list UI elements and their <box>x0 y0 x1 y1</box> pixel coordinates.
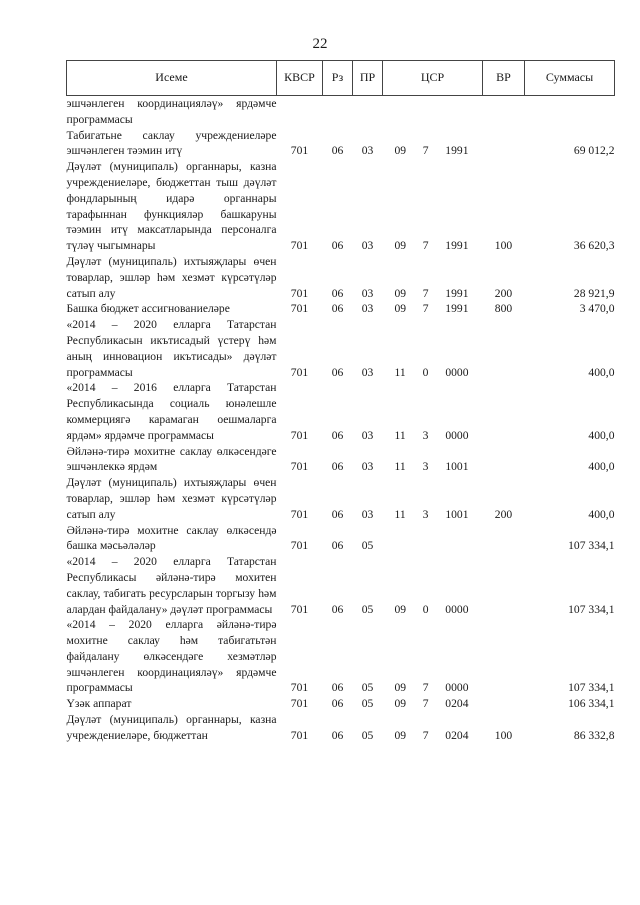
csr-code <box>383 365 483 381</box>
row-vr <box>483 96 525 128</box>
page-number: 22 <box>312 36 328 52</box>
row-kvsr: 701 <box>290 286 309 300</box>
row-vr <box>483 523 525 555</box>
row-sum <box>525 96 615 128</box>
row-rz: 06 <box>331 539 344 553</box>
row-csr <box>383 96 483 128</box>
row-kvsr: 701 <box>290 697 309 711</box>
row-pr: 03 <box>361 144 374 158</box>
row-sum: 36 620,3 <box>573 239 615 253</box>
table-row <box>67 523 615 555</box>
row-name: «2014 – 2020 елларга Татарстан Республикасы әйләнә-тирә мохитен саклау, табигать ресурсларын торгызу һәм алардан файдалану» дәүләт программасы <box>66 555 277 616</box>
row-kvsr: 701 <box>290 144 309 158</box>
csr-program: 11 <box>394 428 406 442</box>
csr-subprogram: 0 <box>422 602 429 616</box>
row-sum: 107 334,1 <box>568 602 615 616</box>
csr-subprogram: 7 <box>422 697 429 711</box>
row-vr: 100 <box>494 239 513 253</box>
csr-direction: 1991 <box>445 302 469 316</box>
csr-program: 09 <box>394 302 407 316</box>
csr-direction: 0204 <box>445 697 469 711</box>
row-sum: 400,0 <box>588 428 615 442</box>
csr-subprogram: 3 <box>422 507 429 521</box>
row-csr <box>383 380 483 443</box>
table-row <box>67 617 615 696</box>
row-csr <box>383 128 483 160</box>
row-csr <box>383 696 483 712</box>
row-pr: 03 <box>361 365 374 379</box>
row-csr <box>383 523 483 555</box>
row-name: Дәүләт (муниципаль) органнары, казна учреждениеләре, бюджеттан <box>66 713 277 742</box>
row-sum: 400,0 <box>588 507 615 521</box>
row-csr <box>383 159 483 254</box>
row-kvsr: 701 <box>290 602 309 616</box>
row-csr <box>383 554 483 617</box>
row-csr <box>383 254 483 301</box>
table-row <box>67 444 615 476</box>
csr-program: 09 <box>394 144 407 158</box>
row-pr: 05 <box>361 602 374 616</box>
csr-program: 11 <box>394 507 406 521</box>
table-body <box>67 96 615 744</box>
csr-subprogram: 7 <box>422 144 429 158</box>
csr-subprogram: 7 <box>422 681 429 695</box>
table-row <box>67 554 615 617</box>
row-kvsr: 701 <box>290 728 309 742</box>
table-row <box>67 128 615 160</box>
row-rz: 06 <box>331 602 344 616</box>
row-pr: 03 <box>361 460 374 474</box>
row-rz: 06 <box>331 507 344 521</box>
row-csr <box>383 712 483 744</box>
row-sum: 28 921,9 <box>573 286 615 300</box>
table-row <box>67 96 615 128</box>
row-rz: 06 <box>331 302 344 316</box>
csr-subprogram: 3 <box>422 428 429 442</box>
budget-table <box>66 60 615 744</box>
csr-code <box>383 728 483 744</box>
row-kvsr: 701 <box>290 681 309 695</box>
row-name: эшчәнлеген координацияләү» ярдәмче программасы <box>66 97 277 126</box>
header-csr: ЦСР <box>383 61 483 96</box>
row-name: Дәүләт (муниципаль) ихтыяҗлары өчен товарлар, эшләр һәм хезмәт күрсәтүләр сатып алу <box>66 254 277 300</box>
row-vr: 800 <box>494 302 513 316</box>
csr-code <box>383 301 483 317</box>
csr-code <box>383 507 483 523</box>
row-vr <box>483 554 525 617</box>
row-name: «2014 – 2020 елларга әйләнә-тирә мохитне саклау һәм табигатьтән файдалану өлкәсендәге хезмәтләр эшчәнлеген координацияләү» ярдәмче программасы <box>66 618 277 695</box>
table-row <box>67 301 615 317</box>
csr-code <box>383 696 483 712</box>
row-rz: 06 <box>331 239 344 253</box>
csr-subprogram: 7 <box>422 239 429 253</box>
table-row <box>67 696 615 712</box>
csr-program: 09 <box>394 286 407 300</box>
row-kvsr: 701 <box>290 539 309 553</box>
row-sum: 69 012,2 <box>573 144 615 158</box>
row-sum: 107 334,1 <box>568 681 615 695</box>
row-pr: 03 <box>361 286 374 300</box>
csr-subprogram: 0 <box>422 365 429 379</box>
row-name: «2014 – 2016 елларга Татарстан Республикасында социаль юнәлешле коммерциягә карамаган оешмаларга ярдәм» ярдәмче программасы <box>66 381 277 442</box>
row-pr: 03 <box>361 239 374 253</box>
row-vr <box>483 617 525 696</box>
csr-direction: 0000 <box>445 365 469 379</box>
row-rz: 06 <box>331 728 344 742</box>
row-rz: 06 <box>331 428 344 442</box>
row-name: Табигатьне саклау учреждениеләре эшчәнлеген тәэмин итү <box>66 128 277 158</box>
row-vr: 200 <box>494 286 513 300</box>
header-vr: ВР <box>483 61 525 96</box>
row-sum: 107 334,1 <box>568 539 615 553</box>
row-rz: 06 <box>331 460 344 474</box>
row-sum: 3 470,0 <box>579 302 615 316</box>
row-name: «2014 – 2020 елларга Татарстан Республикасын икътисадый үстерү һәм аның инновацион икътисады» дәүләт программасы <box>66 318 277 379</box>
row-pr: 05 <box>361 728 374 742</box>
csr-direction: 0000 <box>445 681 469 695</box>
header-name: Исеме <box>67 61 277 96</box>
csr-subprogram: 3 <box>422 460 429 474</box>
row-kvsr: 701 <box>290 302 309 316</box>
row-pr: 03 <box>361 302 374 316</box>
header-pr: ПР <box>353 61 383 96</box>
table-row <box>67 380 615 443</box>
row-vr: 200 <box>494 507 513 521</box>
csr-program: 09 <box>394 697 407 711</box>
csr-subprogram: 7 <box>422 302 429 316</box>
row-pr: 05 <box>361 697 374 711</box>
row-csr <box>383 617 483 696</box>
row-rz <box>323 96 353 128</box>
table-row <box>67 254 615 301</box>
row-rz: 06 <box>331 144 344 158</box>
csr-direction: 1991 <box>445 286 469 300</box>
table-row <box>67 159 615 254</box>
table-header-row <box>67 61 615 96</box>
row-rz: 06 <box>331 681 344 695</box>
row-kvsr: 701 <box>290 460 309 474</box>
row-csr <box>383 317 483 380</box>
row-vr: 100 <box>494 728 513 742</box>
row-csr <box>383 301 483 317</box>
csr-program: 11 <box>394 365 406 379</box>
row-sum: 400,0 <box>588 460 615 474</box>
csr-code <box>383 286 483 302</box>
csr-code <box>383 428 483 444</box>
row-rz: 06 <box>331 286 344 300</box>
csr-code <box>383 459 483 475</box>
row-sum: 400,0 <box>588 365 615 379</box>
csr-direction: 1001 <box>445 507 469 521</box>
table-row <box>67 712 615 744</box>
table-row <box>67 317 615 380</box>
row-vr <box>483 317 525 380</box>
row-pr: 05 <box>361 681 374 695</box>
table-row <box>67 475 615 522</box>
row-name: Дәүләт (муниципаль) ихтыяҗлары өчен товарлар, эшләр һәм хезмәт күрсәтүләр сатып алу <box>66 476 277 521</box>
row-csr <box>383 444 483 476</box>
row-name: Үзәк аппарат <box>66 697 132 711</box>
row-vr <box>483 696 525 712</box>
csr-direction: 1001 <box>445 460 469 474</box>
row-rz: 06 <box>331 365 344 379</box>
csr-direction: 0000 <box>445 602 469 616</box>
csr-code <box>383 602 483 618</box>
row-name: Дәүләт (муниципаль) органнары, казна учреждениеләре, бюджеттан тыш дәүләт фондларының идарә органнары тарафыннан функцияләр башкаруны тәэмин итү максатларында персоналга түләү чыгымнары <box>66 160 277 253</box>
row-name: Башка бюджет ассигнованиеләре <box>66 302 230 316</box>
row-sum: 86 332,8 <box>573 728 615 742</box>
csr-program: 09 <box>394 681 407 695</box>
csr-program: 11 <box>394 460 406 474</box>
row-name: Әйләнә-тирә мохитне саклау өлкәсендәге эшчәнлеккә ярдәм <box>66 444 277 474</box>
row-kvsr: 701 <box>290 428 309 442</box>
csr-program: 09 <box>394 602 407 616</box>
header-rz: Рз <box>323 61 353 96</box>
header-kvsr: КВСР <box>277 61 323 96</box>
csr-direction: 0000 <box>445 428 469 442</box>
row-vr <box>483 444 525 476</box>
row-kvsr <box>277 96 323 128</box>
row-kvsr: 701 <box>290 507 309 521</box>
csr-code <box>383 680 483 696</box>
row-kvsr: 701 <box>290 365 309 379</box>
row-vr <box>483 128 525 160</box>
csr-subprogram: 7 <box>422 728 429 742</box>
csr-direction: 0204 <box>445 728 469 742</box>
row-pr: 03 <box>361 507 374 521</box>
csr-code <box>383 238 483 254</box>
row-vr <box>483 380 525 443</box>
row-name: Әйләнә-тирә мохитне саклау өлкәсендә башка мәсьәләләр <box>66 523 277 553</box>
csr-code <box>383 143 483 159</box>
row-rz: 06 <box>331 697 344 711</box>
csr-direction: 1991 <box>445 239 469 253</box>
csr-subprogram: 7 <box>422 286 429 300</box>
row-pr <box>353 96 383 128</box>
csr-program: 09 <box>394 239 407 253</box>
row-pr: 05 <box>361 539 374 553</box>
header-sum: Суммасы <box>525 61 615 96</box>
row-pr: 03 <box>361 428 374 442</box>
row-kvsr: 701 <box>290 239 309 253</box>
row-csr <box>383 475 483 522</box>
csr-program: 09 <box>394 728 407 742</box>
row-sum: 106 334,1 <box>568 697 615 711</box>
csr-direction: 1991 <box>445 144 469 158</box>
